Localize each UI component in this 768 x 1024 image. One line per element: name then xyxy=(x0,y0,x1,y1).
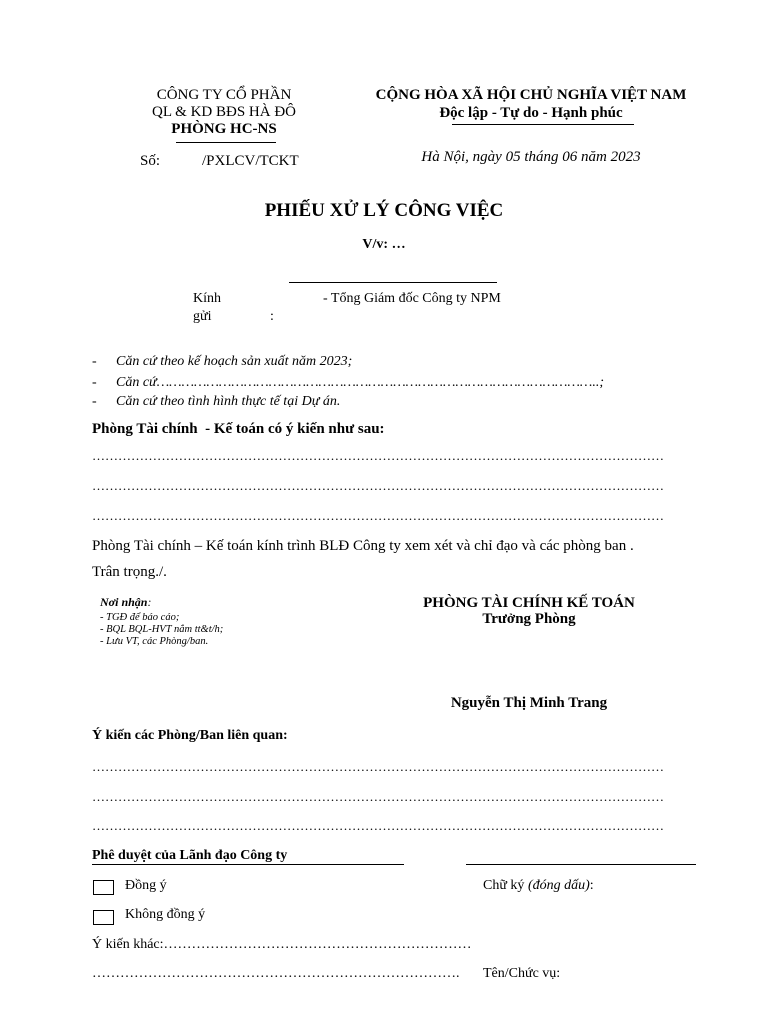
opinion-heading: Phòng Tài chính - Kế toán có ý kiến như sau: xyxy=(92,421,385,437)
signature-label-note: (đóng dấu) xyxy=(527,878,590,893)
signature-label-text: Chữ ký xyxy=(483,878,525,893)
motto-underline xyxy=(452,124,634,125)
agree-label: Đồng ý xyxy=(125,878,167,893)
recipient-colon: : xyxy=(270,309,274,324)
agree-checkbox[interactable] xyxy=(93,880,114,895)
regards-text: Trân trọng./. xyxy=(92,564,167,580)
recipient-value: - Tổng Giám đốc Công ty NPM xyxy=(323,291,501,306)
signature-field-label xyxy=(483,878,594,894)
document-number-label: Số: xyxy=(140,153,161,169)
related-line[interactable]: …………………………………………………………………………………………………………………… xyxy=(92,818,664,833)
recipient-list-item: - Lưu VT, các Phòng/ban. xyxy=(100,636,209,647)
basis-bullet: - xyxy=(92,375,97,390)
disagree-checkbox[interactable] xyxy=(93,910,114,925)
recipient-list-item: - TGĐ để báo cáo; xyxy=(100,612,180,623)
other-opinion-line[interactable]: Ý kiến khác:………………………………………………………… xyxy=(92,937,472,952)
department-underline xyxy=(176,142,276,143)
approval-heading: Phê duyệt của Lãnh đạo Công ty xyxy=(92,848,288,863)
opinion-line[interactable]: …………………………………………………………………………………………………………………… xyxy=(92,478,664,493)
basis-item: Căn cứ……………………………………………………………………………………………..; xyxy=(116,375,605,390)
basis-item: Căn cứ theo kế hoạch sản xuất năm 2023; xyxy=(116,354,353,369)
department-name: PHÒNG HC-NS xyxy=(171,121,277,137)
related-line[interactable]: …………………………………………………………………………………………………………………… xyxy=(92,789,664,804)
basis-bullet: - xyxy=(92,354,97,369)
approval-underline-left xyxy=(92,864,404,865)
approval-underline-right xyxy=(466,864,696,865)
national-motto: Độc lập - Tự do - Hạnh phúc xyxy=(439,105,623,121)
recipient-label-line2: gửi xyxy=(193,309,212,324)
opinion-line[interactable]: …………………………………………………………………………………………………………………… xyxy=(92,508,664,523)
request-text: Phòng Tài chính – Kế toán kính trình BLĐ Công ty xem xét và chỉ đạo và các phòng ban . xyxy=(92,538,634,554)
signature-label-colon: : xyxy=(589,878,594,893)
document-subject: V/v: … xyxy=(362,237,406,252)
recipients-title xyxy=(100,595,151,610)
signature-position: Trưởng Phòng xyxy=(482,611,576,627)
document-number-suffix: /PXLCV/TCKT xyxy=(202,153,299,169)
signer-name: Nguyễn Thị Minh Trang xyxy=(450,695,608,711)
related-heading: Ý kiến các Phòng/Ban liên quan: xyxy=(92,728,288,743)
company-name-line2: QL & KD BĐS HÀ ĐÔ xyxy=(151,104,297,120)
signature-department: PHÒNG TÀI CHÍNH KẾ TOÁN xyxy=(423,595,635,611)
national-title: CỘNG HÒA XÃ HỘI CHỦ NGHĨA VIỆT NAM xyxy=(375,87,687,103)
document-date: Hà Nội, ngày 05 tháng 06 năm 2023 xyxy=(421,149,641,165)
recipient-label-line1: Kính xyxy=(193,291,221,306)
document-title: PHIẾU XỬ LÝ CÔNG VIỆC xyxy=(264,200,504,221)
recipients-title-colon: : xyxy=(147,595,152,609)
basis-bullet: - xyxy=(92,394,97,409)
title-separator xyxy=(289,282,497,283)
other-opinion-continuation[interactable]: ……………………………………………………………………. xyxy=(92,966,460,981)
recipients-title-text: Nơi nhận xyxy=(100,595,148,609)
name-title-label: Tên/Chức vụ: xyxy=(483,966,561,981)
recipient-list-item: - BQL BQL-HVT nắm tt&t/h; xyxy=(100,624,224,635)
opinion-line[interactable]: …………………………………………………………………………………………………………………… xyxy=(92,448,664,463)
related-line[interactable]: …………………………………………………………………………………………………………………… xyxy=(92,759,664,774)
company-name-line1: CÔNG TY CỔ PHẦN xyxy=(156,87,292,103)
basis-item: Căn cứ theo tình hình thực tế tại Dự án. xyxy=(116,394,341,409)
disagree-label: Không đồng ý xyxy=(125,907,206,922)
